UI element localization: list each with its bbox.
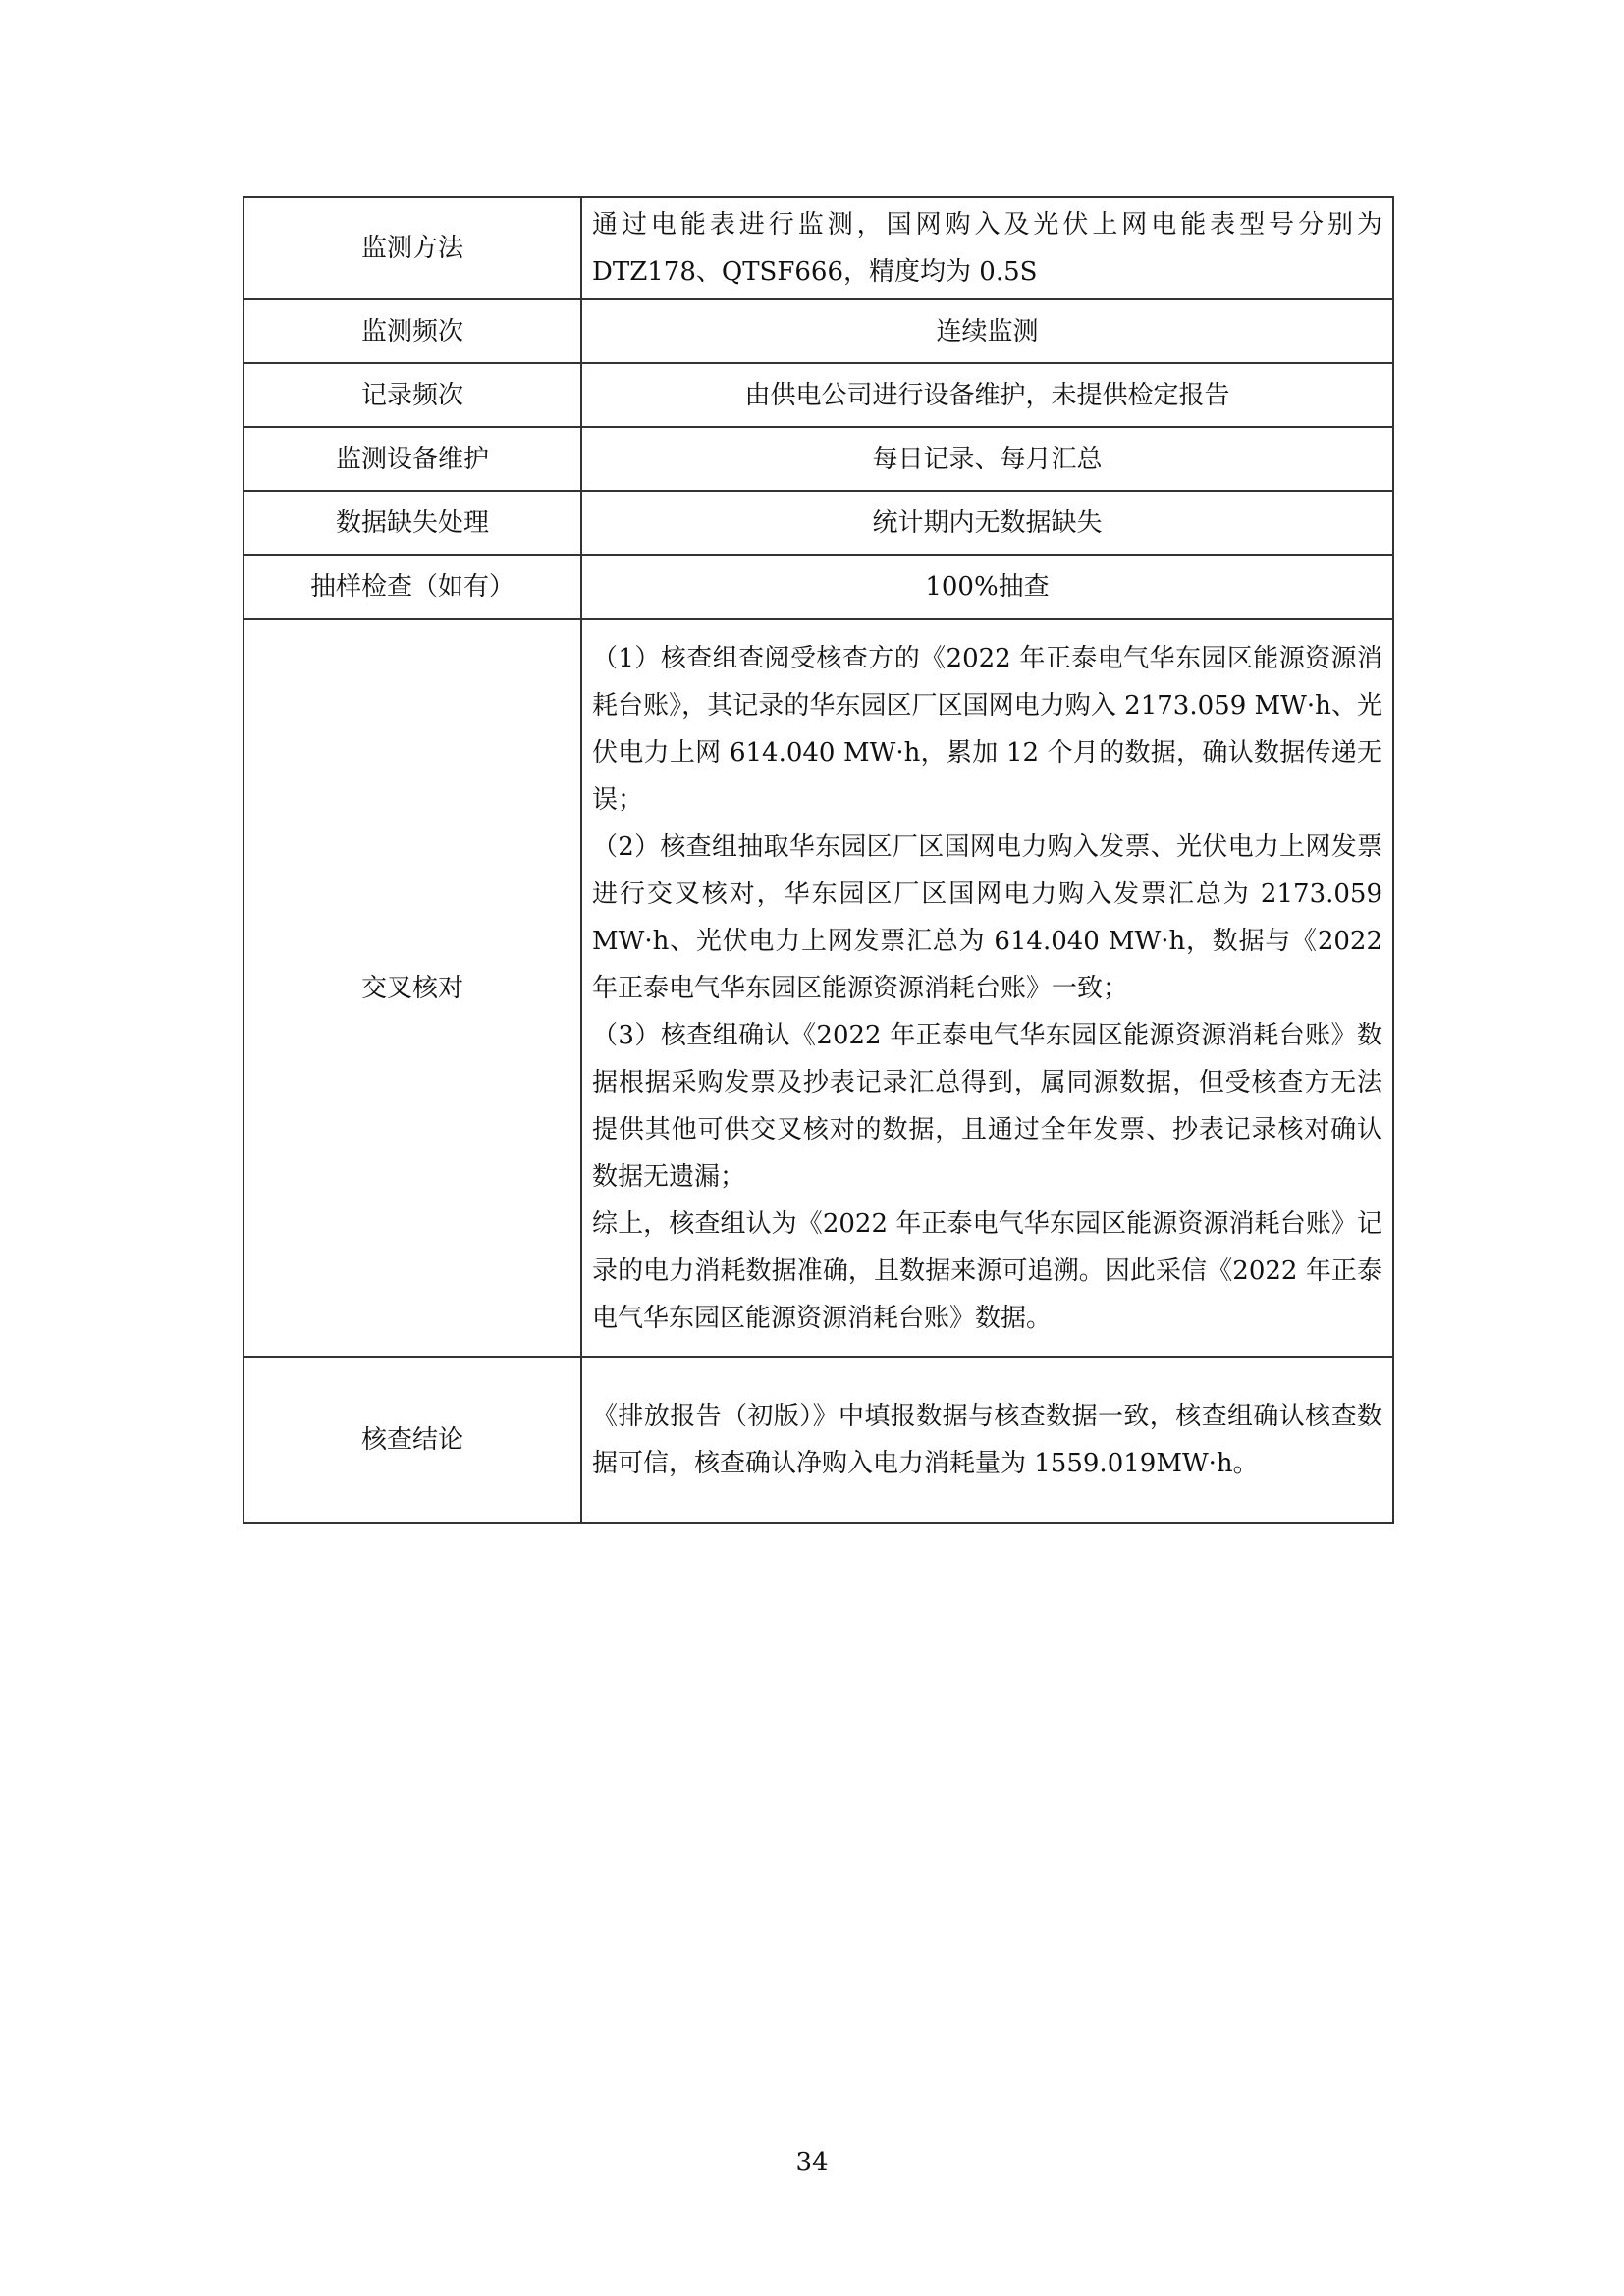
table-row-sampling-check xyxy=(244,555,1393,619)
row-value: 由供电公司进行设备维护，未提供检定报告 xyxy=(581,363,1393,427)
table-row-missing-data-handling xyxy=(244,491,1393,555)
cross-check-paragraph-2: （2）核查组抽取华东园区厂区国网电力购入发票、光伏电力上网发票进行交叉核对，华东园区厂区国网电力购入发票汇总为 2173.059 MW·h、光伏电力上网发票汇总为 614.040 MW·h，数据与《2022 年正泰电气华东园区能源资源消耗台账》一致； xyxy=(592,831,1382,1003)
row-label: 交叉核对 xyxy=(244,619,581,1357)
row-label: 核查结论 xyxy=(244,1357,581,1523)
row-value: 连续监测 xyxy=(581,299,1393,363)
row-value: 通过电能表进行监测，国网购入及光伏上网电能表型号分别为 DTZ178、QTSF666，精度均为 0.5S xyxy=(581,197,1393,299)
row-label: 监测设备维护 xyxy=(244,427,581,491)
cross-check-paragraph-1: （1）核查组查阅受核查方的《2022 年正泰电气华东园区能源资源消耗台账》，其记录的华东园区厂区国网电力购入 2173.059 MW·h、光伏电力上网 614.040 MW·h，累加 12 个月的数据，确认数据传递无误； xyxy=(592,643,1382,815)
row-label: 监测频次 xyxy=(244,299,581,363)
table-row-verification-conclusion xyxy=(244,1357,1393,1523)
table-row-cross-check xyxy=(244,619,1393,1357)
row-value: 100%抽查 xyxy=(581,555,1393,619)
cross-check-paragraph-3: （3）核查组确认《2022 年正泰电气华东园区能源资源消耗台账》数据根据采购发票及抄表记录汇总得到，属同源数据，但受核查方无法提供其他可供交叉核对的数据，且通过全年发票、抄表记录核对确认数据无遗漏； xyxy=(592,1020,1382,1192)
verification-table xyxy=(243,196,1394,1524)
row-value: 统计期内无数据缺失 xyxy=(581,491,1393,555)
row-label: 监测方法 xyxy=(244,197,581,299)
table-row-equipment-maintenance xyxy=(244,427,1393,491)
row-value: 《排放报告（初版）》中填报数据与核查数据一致，核查组确认核查数据可信，核查确认净购入电力消耗量为 1559.019MW·h。 xyxy=(581,1357,1393,1523)
row-label: 记录频次 xyxy=(244,363,581,427)
cross-check-summary: 综上，核查组认为《2022 年正泰电气华东园区能源资源消耗台账》记录的电力消耗数据准确，且数据来源可追溯。因此采信《2022 年正泰电气华东园区能源资源消耗台账》数据。 xyxy=(592,1208,1382,1333)
row-value xyxy=(581,619,1393,1357)
table-row-monitoring-method xyxy=(244,197,1393,299)
row-label: 抽样检查（如有） xyxy=(244,555,581,619)
table-row-recording-frequency xyxy=(244,363,1393,427)
table-row-monitoring-frequency xyxy=(244,299,1393,363)
row-value: 每日记录、每月汇总 xyxy=(581,427,1393,491)
page-number: 34 xyxy=(795,2148,829,2177)
row-label: 数据缺失处理 xyxy=(244,491,581,555)
